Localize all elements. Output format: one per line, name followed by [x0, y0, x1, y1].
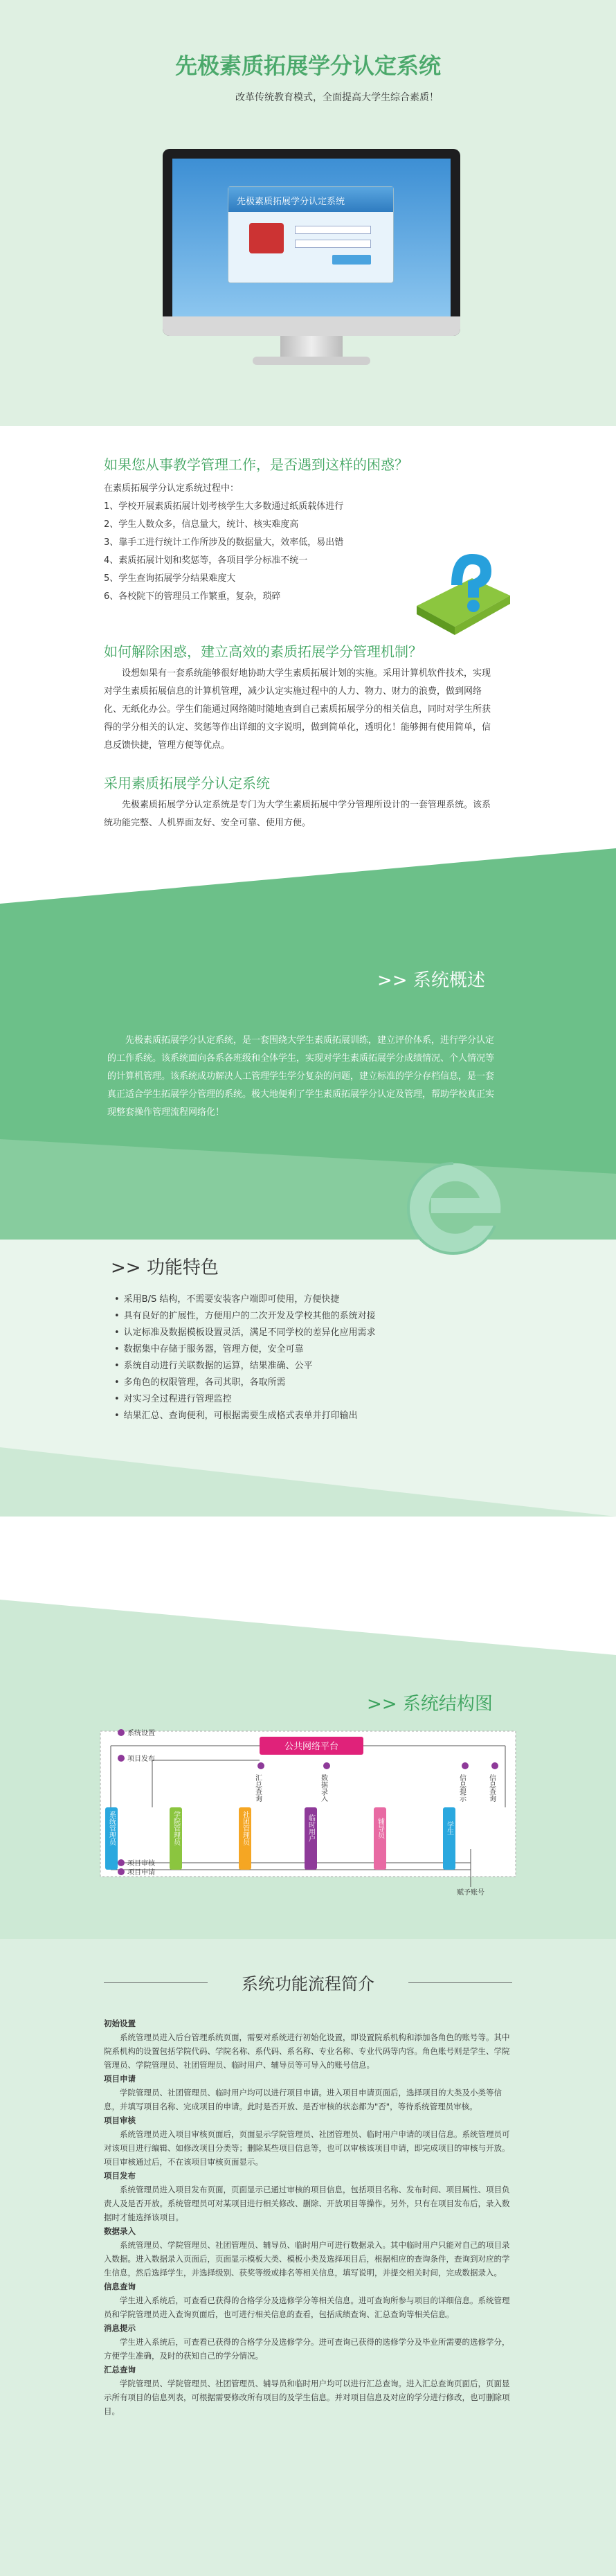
step-label: 项目审核 — [127, 1860, 155, 1868]
step-label: 系统设置 — [127, 1730, 155, 1737]
login-window-title: 先极素质拓展学分认定系统 — [228, 187, 393, 212]
role-label: 学生 — [445, 1821, 453, 1835]
flow-item-text: 系统管理员进入项目审核页面后，页面显示学院管理员、社团管理员、临时用户申请的项目信息。系统管理员可对该项目进行编辑、如修改项目分类等；删除某些项目信息等，也可以审核该项目申请，即完成项目的审核与开放。项目审核通过后，不在该项目审核页面显示。 — [104, 2129, 510, 2167]
role-label: 系统管理员 — [107, 1811, 116, 1845]
structure-diagram — [97, 1724, 519, 1897]
flow-item-title: 项目审核 — [104, 2116, 136, 2125]
monitor-neck — [280, 336, 343, 359]
monitor-chin — [163, 316, 460, 336]
role-label: 社团管理员 — [241, 1811, 249, 1845]
structure-heading: >> 系统结构图 — [367, 1694, 493, 1715]
problem-item: 6、各校院下的管理员工作繁重，复杂，琐碎 — [104, 591, 281, 602]
page-title: 先极素质拓展学分认定系统 — [174, 53, 441, 79]
role-label: 辅导员 — [376, 1818, 384, 1839]
use-heading: 采用素质拓展学分认定系统 — [104, 775, 270, 791]
gift-box-icon — [249, 223, 284, 253]
problem-item: 3、靠手工进行统计工作所涉及的数据量大，效率低，易出错 — [104, 537, 344, 548]
step-label: 信息提示 — [458, 1774, 466, 1802]
flow-item-text: 学院管理员、学院管理员、社团管理员、辅导员和临时用户均可以进行汇总查询。进入汇总查询页面后，页面显示所有项目的信息列表，可根据需要修改所有项目的及学生信息。并对项目信息及对应的学分进行修改，也可删除项目。 — [104, 2379, 510, 2416]
username-field — [295, 226, 371, 234]
overview-section — [0, 848, 616, 1240]
step-label: 汇总查询 — [253, 1774, 262, 1802]
features-heading: >> 功能特色 — [111, 1258, 219, 1278]
page-subtitle: 改革传统教育模式，全面提高大学生综合素质！ — [235, 92, 439, 103]
monitor-screen — [172, 159, 451, 316]
problem-item: 1、学校开展素质拓展计划考核学生大多数通过纸质载体进行 — [104, 501, 344, 512]
feature-item: • 认定标准及数据模板设置灵活，满足不同学校的差异化应用需求 — [114, 1325, 376, 1341]
flow-item-text: 学生进入系统后，可查看已获得的合格学分及选修学分。进可查询已获得的选修学分及毕业所需要的选修学分，方便学生准确，及时的获知自己的学分情况。 — [104, 2337, 510, 2361]
hero-section — [0, 0, 616, 426]
step-label: 赋予账号 — [457, 1889, 484, 1897]
login-window — [228, 186, 394, 283]
use-text: 先极素质拓展学分认定系统是专门为大学生素质拓展中学分管理所设计的一套管理系统。该系统功能完整、人机界面友好、安全可靠、使用方便。 — [104, 800, 491, 828]
structure-section — [0, 1517, 616, 1939]
monitor-base — [253, 357, 370, 365]
login-button — [332, 255, 371, 265]
overview-heading: >> 系统概述 — [377, 970, 485, 991]
features-list — [114, 1291, 376, 1424]
flow-item-text: 系统管理员、学院管理员、社团管理员、辅导员、临时用户可进行数据录入。其中临时用户只能对自己的项目录入数据。进入数据录入页面后，页面显示模板大类、模板小类及选择项目后，根据相应的查询条件，查询到对应的学生信息，然后选择学生，并选择级别、获奖等级或排名等相关信息，填写说明，并提交相关时间，完成数据录入。 — [104, 2240, 510, 2278]
flow-heading: 系统功能流程简介 — [242, 1974, 374, 1994]
flow-item-title: 项目申请 — [104, 2074, 136, 2084]
flow-item-text: 学院管理员、社团管理员、临时用户均可以进行项目申请。进入项目申请页面后，选择项目的大类及小类等信息，并填写项目名称、完成项目的申请。此时是否开放、是否审核的状态都为"否"，等待系统管理员审核。 — [104, 2088, 502, 2111]
flow-item-title: 初始设置 — [104, 2019, 136, 2028]
step-label: 项目申请 — [127, 1869, 155, 1877]
flow-item-title: 项目发布 — [104, 2171, 136, 2181]
step-label: 项目发布 — [127, 1755, 155, 1763]
solution-text: 设想如果有一套系统能够很好地协助大学生素质拓展计划的实施。采用计算机软件技术，实现对学生素质拓展信息的计算机管理，减少认定实施过程中的人力、物力、财力的浪费，做到网络化、无纸化办公。学生们能通过网络随时随地查到自己素质拓展学分的相关信息，同时对学生所获得的学分相关的认定、奖惩等作出详细的文字说明，做到简单化，透明化！能够拥有使用简单，信息反馈快捷，管理方便等优点。 — [104, 668, 491, 751]
overview-text: 先极素质拓展学分认定系统，是一套围绕大学生素质拓展训练，建立评价体系，进行学分认定的工作系统。该系统面向各系各班级和全体学生，实现对学生素质拓展学分成绩情况、个人情况等的计算机管理。该系统成功解决人工管理学生学分复杂的问题，建立标准的学分存档信息，是一套真正适合学生拓展学分管理的系统。极大地便利了学生素质拓展学分认定及管理，帮助学校真正实现整套操作管理流程网络化！ — [107, 1035, 495, 1118]
feature-item: • 具有良好的扩展性，方便用户的二次开发及学校其他的系统对接 — [114, 1308, 376, 1325]
flow-item-text: 系统管理员进入后台管理系统页面，需要对系统进行初始化设置，即设置院系机构和添加各角色的账号等。其中院系机构的设置包括学院代码、学院名称、系代码、系名称、专业名称、专业代码等内容。角色账号则是学生、学院管理员、学院管理员、社团管理员、临时用户、辅导员等可导入的账号信息。 — [104, 2032, 510, 2070]
problem-item: 4、素质拓展计划和奖惩等，各项目学分标准不统一 — [104, 555, 308, 566]
flow-section — [0, 1939, 616, 2576]
problem-item: 5、学生查询拓展学分结果难度大 — [104, 573, 236, 584]
feature-item: • 数据集中存储于服务器，管理方便，安全可靠 — [114, 1341, 376, 1358]
question-book-icon — [410, 537, 514, 641]
feature-item: • 系统自动进行关联数据的运算，结果准确、公平 — [114, 1358, 376, 1375]
problem-heading: 如果您从事教学管理工作，是否遇到这样的困惑？ — [104, 456, 408, 473]
flow-item-text: 系统管理员进入项目发布页面，页面显示已通过审核的项目信息，包括项目名称、发布时间、项目属性、项目负责人及是否开放。系统管理员可对某项目进行相关修改、删除、开放项目等操作。另外，只有在项目发布后，录入数据时才能选择该项目。 — [104, 2185, 510, 2222]
flow-body — [104, 2016, 512, 2418]
feature-item: • 结果汇总、查询便利，可根据需要生成格式表单并打印输出 — [114, 1408, 376, 1424]
platform-label: 公共网络平台 — [284, 1742, 339, 1752]
flow-divider-right — [408, 1982, 512, 1983]
problem-section — [0, 426, 616, 848]
problem-intro: 在素质拓展学分认定系统过程中： — [104, 483, 239, 494]
flow-item-title: 汇总查询 — [104, 2365, 136, 2374]
flow-item-title: 消息提示 — [104, 2323, 136, 2333]
step-label: 信息查询 — [487, 1774, 496, 1802]
flow-item-title: 信息查询 — [104, 2282, 136, 2291]
role-label: 临时用户 — [307, 1814, 315, 1842]
features-section — [0, 1240, 616, 1517]
problem-item: 2、学生人数众多，信息量大，统计、核实难度高 — [104, 519, 299, 530]
password-field — [295, 240, 371, 248]
flow-item-title: 数据录入 — [104, 2226, 136, 2236]
flow-item-text: 学生进入系统后，可查看已获得的合格学分及选修学分等相关信息。进可查询所参与项目的详细信息。系统管理员和学院管理员进入查询页面后，也可进行相关信息的查看，包括成绩查询、汇总查询等相关信息。 — [104, 2296, 510, 2319]
solution-heading: 如何解除困惑，建立高效的素质拓展学分管理机制？ — [104, 643, 422, 660]
feature-item: • 采用B/S 结构，不需要安装客户端即可使用，方便快捷 — [114, 1291, 376, 1308]
e-logo-icon — [395, 1150, 512, 1267]
monitor-illustration — [163, 149, 460, 357]
feature-item: • 对实习全过程进行管理监控 — [114, 1391, 376, 1408]
role-counselor — [374, 1807, 386, 1870]
step-label: 数据录入 — [319, 1774, 327, 1802]
feature-item: • 多角色的权限管理，各司其职，各取所需 — [114, 1375, 376, 1391]
role-student — [443, 1807, 455, 1870]
role-label: 学院管理员 — [172, 1811, 180, 1845]
